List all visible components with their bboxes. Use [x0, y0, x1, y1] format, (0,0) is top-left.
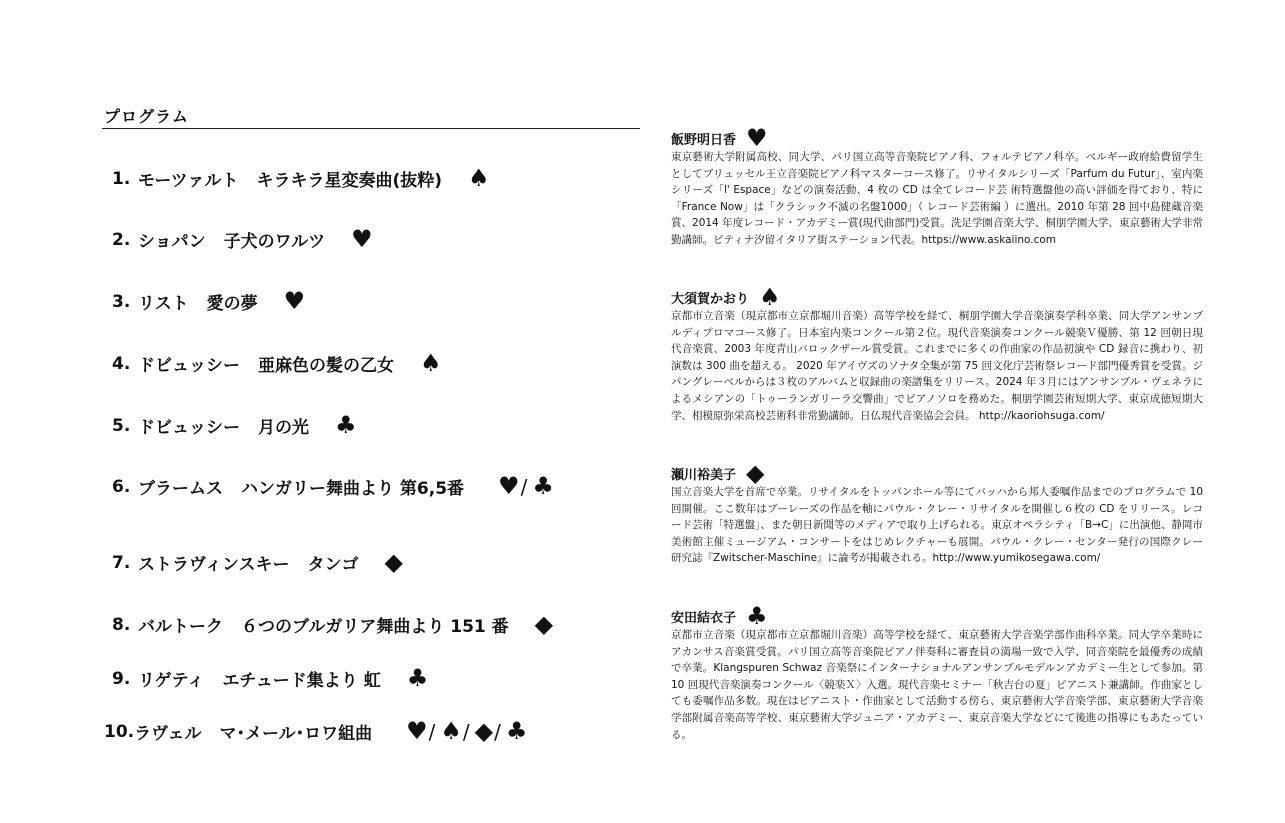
composer-name: ショパン — [138, 232, 206, 252]
symbol-separator: / — [520, 475, 528, 499]
composer-name: リスト — [138, 294, 189, 314]
performer-bio-text: 国立音楽大学を首席で卒業。リサイタルをトッパンホール等にてバッハから邦人委嘱作品までのプログラムで 10 回開催。ここ数年はブーレーズの作品を軸にパウル・クレー・リサイタルを開催し６枚の CD をリリース。レコード芸術「特選盤」、また朝日新聞等のメディアで取り上げられる。東京オペラシティ「B→C」に出演他、静岡市美術館主催ミュージアム・コンサートをはじめレクチャーも展開。パウル・クレー・センター発行の国際クレー研究誌『Zwitscher-Maschine』に論考が掲載される。http://www.yumikosegawa.com/ — [671, 486, 1203, 565]
performer-name: 飯野明日香 — [671, 132, 737, 148]
item-number: 10. — [104, 721, 135, 742]
performer-bio-text: 東京藝術大学附属高校、同大学、パリ国立高等音楽院ピアノ科、フォルテピアノ科卒。ベルギー政府給費留学生としてブリュッセル王立音楽院ピアノ科マスターコース修了。リサイタルシリーズ「Parfum du Futur」、室内楽シリーズ「l' Espace」などの演奏活動、4 枚の CD は全てレコード芸 術特選盤他の高い評価を得ており、特に「France Now」は「クラシック不滅の名盤1000」（ レコード芸術編 ）に選出。2010 年第 28 回中島健蔵音楽賞、2014 年度レコード・アカデミー賞(現代曲部門)受賞。洗足学園音楽大学、桐朋学園大学、東京藝術大学非常勤講師。ピティナ汐留イタリア街ステーション代表。https://www.askaiino.com — [671, 151, 1203, 246]
heart-icon: ♥ — [283, 287, 306, 315]
program-item — [112, 166, 490, 191]
diamond-icon: ◆ — [384, 548, 403, 576]
spade-icon: ♠ — [759, 283, 781, 311]
symbol-separator: / — [428, 720, 436, 744]
performer-symbols — [280, 289, 306, 314]
title-divider — [102, 128, 640, 129]
club-icon: ♣ — [532, 472, 554, 500]
symbol-separator: / — [462, 720, 470, 744]
performer-symbols — [464, 166, 490, 191]
heart-icon: ♥ — [406, 717, 428, 745]
spade-icon: ♠ — [468, 164, 490, 192]
item-number: 8. — [112, 614, 131, 635]
performer-symbols — [331, 413, 357, 438]
spade-icon: ♠ — [420, 349, 442, 377]
work-title: ハンガリー舞曲より 第6,5番 — [241, 479, 465, 499]
club-icon: ♣ — [505, 717, 528, 745]
program-item — [112, 413, 357, 438]
program-item — [112, 612, 553, 637]
performer-symbols — [416, 351, 442, 376]
work-title: 月の光 — [258, 418, 309, 438]
program-item — [112, 474, 554, 499]
performer-name: 大須賀かおり — [671, 291, 750, 307]
performer-symbols — [531, 612, 553, 637]
performer-symbols — [347, 227, 373, 252]
work-title: ６つのブルガリア舞曲より 151 番 — [241, 617, 509, 637]
item-number: 5. — [112, 415, 131, 436]
program-item — [104, 719, 527, 744]
club-icon: ♣ — [746, 602, 768, 630]
program-item — [112, 351, 442, 376]
work-title: 愛の夢 — [206, 294, 258, 314]
work-title: 子犬のワルツ — [223, 232, 326, 252]
performer-bio-text: 京都市立音楽（現京都市立京都堀川音楽）高等学校を経て、桐朋学園大学音楽演奏学科卒業、同大学アンサンブルディプロマコース修了。日本室内楽コンクール第２位。現代音楽演奏コンクール競楽Ｖ優勝、第 12 回朝日現代音楽賞、2003 年度青山バロックザール賞受賞。これまでに多くの作曲家の作品初演や CD 録音に携わり、初演数は 300 曲を超える。 2020 年アイヴズのソナタ全集が第 75 回文化庁芸術祭レコード部門優秀賞を受賞。ジパングレーベルからは３枚のアルバムと収録曲の楽譜集をリリース。2024 年３月にはアンサンブル・ヴェネラによるメシアンの「トゥーランガリーラ交響曲」でピアノソロを務めた。桐朋学園芸術短期大学、東京成徳短期大学、相模原弥栄高校芸術科非常勤講師。日仏現代音楽協会会員。 http://kaoriohsuga.com/ — [671, 310, 1203, 422]
symbol-separator: / — [494, 720, 501, 744]
performer-symbols — [403, 666, 429, 691]
composer-name: リゲティ — [138, 671, 205, 691]
work-title: キラキラ星変奏曲(抜粋) — [256, 171, 443, 191]
club-icon: ♣ — [335, 411, 357, 439]
composer-name: バルトーク — [138, 617, 223, 637]
performer-bio — [671, 283, 1203, 424]
performer-symbols — [380, 550, 402, 575]
composer-name: モーツァルト — [138, 171, 239, 191]
item-number: 2. — [112, 229, 131, 250]
club-icon: ♣ — [406, 664, 429, 692]
diamond-icon: ◆ — [746, 459, 765, 487]
item-number: 6. — [112, 476, 131, 497]
program-item — [112, 289, 305, 314]
composer-name: ドビュッシー — [138, 418, 240, 438]
composer-name: ストラヴィンスキー — [138, 555, 290, 575]
performer-bio — [671, 124, 1203, 249]
performer-symbols — [494, 474, 554, 499]
item-number: 9. — [112, 668, 131, 689]
heart-icon: ♥ — [498, 472, 520, 500]
program-item — [112, 227, 373, 252]
work-title: マ･メール･ロワ組曲 — [219, 724, 373, 744]
program-item — [112, 550, 403, 575]
item-number: 3. — [112, 291, 131, 312]
program-item — [112, 666, 428, 691]
item-number: 4. — [112, 353, 131, 374]
performer-name: 瀬川裕美子 — [671, 467, 737, 483]
composer-name: ブラームス — [138, 479, 223, 499]
work-title: エチュード集より 虹 — [222, 671, 381, 691]
performer-bio-text: 京都市立音楽（現京都市立京都堀川音楽）高等学校を経て、東京藝術大学音楽学部作曲科卒業。同大学卒業時にアカンサス音楽賞受賞。パリ国立高等音楽院ピアノ伴奏科に審査員の満場一致で入学、同音楽院を最優秀の成績で卒業。Klangspuren Schwaz 音楽祭にインターナショナルアンサンブルモデルンアカデミー生として参加。第 10 回現代音楽演奏コンクール〈競楽Ｘ〉入選。現代音楽セミナー「秋吉台の夏」ピアニスト兼講師。作曲家としても委嘱作品多数。現在はピアニスト・作曲家として活動する傍ら、東京藝術大学音楽学部、東京藝術大学音楽学部附属音楽高等学校、東京藝術大学ジュニア・アカデミー、東京音楽大学などにて後進の指導にもあたっている。 — [671, 629, 1203, 741]
heart-icon: ♥ — [351, 225, 373, 253]
heart-icon: ♥ — [746, 124, 768, 152]
spade-icon: ♠ — [440, 717, 462, 745]
diamond-icon: ◆ — [534, 610, 554, 638]
work-title: タンゴ — [307, 555, 359, 575]
performer-bio — [671, 459, 1203, 567]
work-title: 亜麻色の髪の乙女 — [258, 356, 394, 376]
composer-name: ドビュッシー — [138, 356, 240, 376]
diamond-icon: ◆ — [474, 717, 494, 745]
item-number: 1. — [112, 168, 131, 189]
performer-bio — [671, 602, 1203, 743]
composer-name: ラヴェル — [134, 724, 202, 744]
program-title: プログラム — [104, 107, 189, 126]
performer-name: 安田結衣子 — [671, 610, 737, 626]
item-number: 7. — [112, 552, 131, 573]
performer-symbols — [402, 719, 527, 744]
